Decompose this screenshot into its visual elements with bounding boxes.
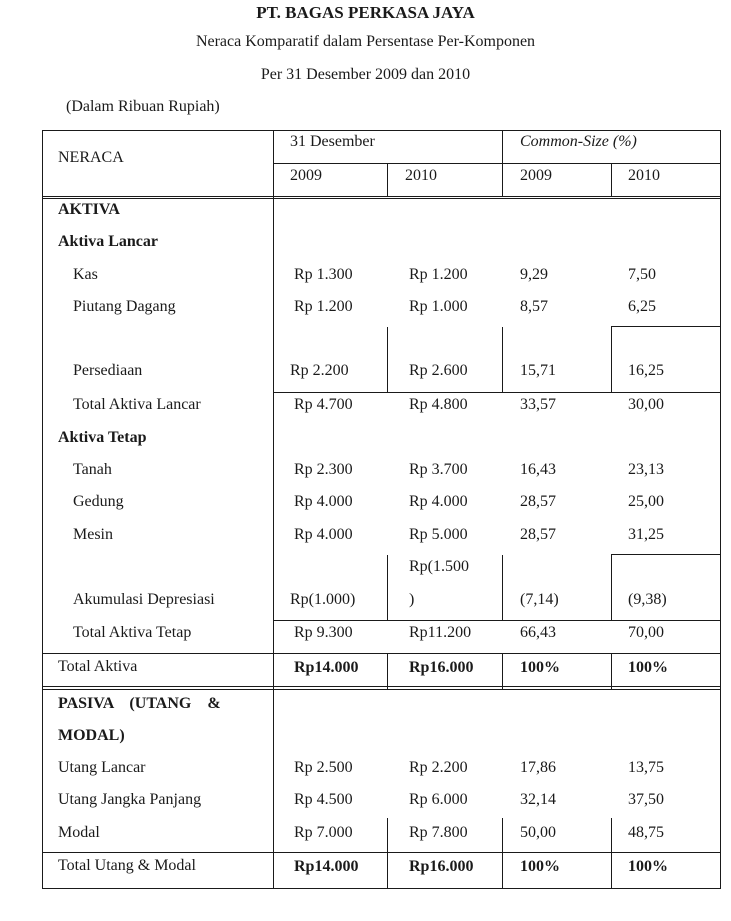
section-aktiva: AKTIVA [58,201,120,218]
row-total-lancar-cs2009: 33,57 [520,396,556,413]
row-akumulasi-label: Akumulasi Depresiasi [73,591,215,608]
subsection-aktiva-tetap: Aktiva Tetap [58,429,147,446]
header-neraca: NERACA [58,149,124,166]
total-tetap-rule [274,620,721,621]
row-total-tetap-2010: Rp11.200 [409,624,472,641]
total-aktiva-col-divider-2 [502,653,503,689]
row-akumulasi-cs2010: (9,38) [628,591,667,608]
row-utang-lancar-cs2010: 13,75 [628,759,664,776]
row-piutang-cs2010: 6,25 [628,298,656,315]
row-total-pasiva-label: Total Utang & Modal [58,857,196,874]
row-akumulasi-2009: Rp(1.000) [290,591,356,608]
row-total-tetap-2009: Rp 9.300 [294,624,353,641]
row-kas-cs2010: 7,50 [628,266,656,283]
row-total-lancar-label: Total Aktiva Lancar [73,396,201,413]
row-gedung-cs2010: 25,00 [628,493,664,510]
row-tanah-cs2009: 16,43 [520,461,556,478]
row-mesin-2010: Rp 5.000 [409,526,468,543]
row-mesin-cs2009: 28,57 [520,526,556,543]
row-modal-cs2009: 50,00 [520,824,556,841]
row-utang-jp-cs2009: 32,14 [520,791,556,808]
row-total-aktiva-cs2010: 100% [628,659,668,676]
persediaan-col-divider-1 [387,327,388,392]
row-total-tetap-cs2009: 66,43 [520,624,556,641]
subsection-aktiva-lancar: Aktiva Lancar [58,233,158,250]
total-aktiva-col-divider-3 [611,653,612,689]
section-pasiva-line1: PASIVA (UTANG & [58,695,221,712]
row-total-pasiva-cs2009: 100% [520,858,560,875]
row-tanah-2010: Rp 3.700 [409,461,468,478]
header-common-size-group: Common-Size (%) [520,133,637,150]
row-total-lancar-2010: Rp 4.800 [409,396,468,413]
row-mesin-cs2010: 31,25 [628,526,664,543]
row-total-aktiva-label: Total Aktiva [58,658,138,675]
row-total-lancar-2009: Rp 4.700 [294,396,353,413]
total-pasiva-top-rule [42,852,721,853]
row-total-tetap-label: Total Aktiva Tetap [73,624,192,641]
label-column-divider [273,130,274,889]
total-aktiva-top-rule [42,653,721,654]
row-piutang-2009: Rp 1.200 [294,298,353,315]
total-aktiva-col-divider-1 [387,653,388,689]
row-akumulasi-2010-line2: ) [409,591,415,608]
row-tanah-label: Tanah [73,461,112,478]
row-utang-jp-2009: Rp 4.500 [294,791,353,808]
row-modal-2010: Rp 7.800 [409,824,468,841]
company-title: PT. BAGAS PERKASA JAYA [256,3,475,22]
persediaan-col-divider-2 [502,327,503,392]
row-gedung-cs2009: 28,57 [520,493,556,510]
row-piutang-label: Piutang Dagang [73,298,176,315]
row-modal-label: Modal [58,824,100,841]
row-akumulasi-2010-line1: Rp(1.500 [409,558,469,575]
total-lancar-rule [274,392,721,393]
modal-col-divider-2 [502,818,503,889]
table-border-top [42,130,721,131]
akumulasi-col-divider-3 [611,555,612,621]
row-mesin-label: Mesin [73,526,113,543]
row-utang-lancar-label: Utang Lancar [58,759,146,776]
row-total-pasiva-2010: Rp16.000 [409,858,474,875]
row-utang-jp-2010: Rp 6.000 [409,791,468,808]
row-persediaan-2009: Rp 2.200 [290,362,349,379]
row-tanah-2009: Rp 2.300 [294,461,353,478]
header-col-divider-2 [502,130,503,197]
row-mesin-2009: Rp 4.000 [294,526,353,543]
header-year-2009: 2009 [290,167,322,184]
section-pasiva-line2: MODAL) [58,727,125,744]
header-divider [42,196,721,197]
row-total-tetap-cs2010: 70,00 [628,624,664,641]
row-total-lancar-cs2010: 30,00 [628,396,664,413]
row-total-pasiva-cs2010: 100% [628,858,668,875]
akumulasi-col-divider-2 [502,555,503,621]
row-utang-lancar-2009: Rp 2.500 [294,759,353,776]
total-aktiva-bottom-rule-double [42,689,721,690]
row-persediaan-cs2010: 16,25 [628,362,664,379]
row-total-aktiva-2009: Rp14.000 [294,659,359,676]
row-total-pasiva-2009: Rp14.000 [294,858,359,875]
report-period: Per 31 Desember 2009 dan 2010 [260,66,471,83]
header-subdivider [274,163,721,164]
row-utang-jp-cs2010: 37,50 [628,791,664,808]
header-cs-2010: 2010 [628,167,660,184]
persediaan-col-divider-3 [611,327,612,392]
row-utang-lancar-2010: Rp 2.200 [409,759,468,776]
row-persediaan-cs2009: 15,71 [520,362,556,379]
row-modal-2009: Rp 7.000 [294,824,353,841]
row-gedung-2010: Rp 4.000 [409,493,468,510]
modal-col-divider-1 [387,818,388,889]
row-persediaan-label: Persediaan [73,362,143,379]
table-border-left [42,130,43,889]
row-total-aktiva-2010: Rp16.000 [409,659,474,676]
row-utang-lancar-cs2009: 17,86 [520,759,556,776]
row-modal-cs2010: 48,75 [628,824,664,841]
header-col-divider-1 [387,163,388,197]
row-kas-label: Kas [73,266,98,283]
modal-col-divider-3 [611,818,612,889]
row-akumulasi-cs2009: (7,14) [520,591,559,608]
total-aktiva-bottom-rule [42,686,721,687]
row-kas-2010: Rp 1.200 [409,266,468,283]
table-border-right [720,130,721,889]
akumulasi-col-divider-1 [387,555,388,621]
akumulasi-top-rule [611,554,721,555]
report-subtitle: Neraca Komparatif dalam Persentase Per-Komponen [195,33,536,50]
table-border-bottom [42,888,721,889]
row-gedung-2009: Rp 4.000 [294,493,353,510]
row-kas-cs2009: 9,29 [520,266,548,283]
header-year-2010: 2010 [405,167,437,184]
row-piutang-cs2009: 8,57 [520,298,548,315]
header-col-divider-3 [611,163,612,197]
unit-note: (Dalam Ribuan Rupiah) [66,98,220,115]
row-piutang-2010: Rp 1.000 [409,298,468,315]
row-kas-2009: Rp 1.300 [294,266,353,283]
header-date-group: 31 Desember [290,133,375,150]
persediaan-top-rule [611,326,721,327]
row-persediaan-2010: Rp 2.600 [409,362,468,379]
row-utang-jp-label: Utang Jangka Panjang [58,791,202,808]
header-cs-2009: 2009 [520,167,552,184]
row-total-aktiva-cs2009: 100% [520,659,560,676]
row-tanah-cs2010: 23,13 [628,461,664,478]
header-divider-double [42,198,721,199]
row-gedung-label: Gedung [73,493,124,510]
